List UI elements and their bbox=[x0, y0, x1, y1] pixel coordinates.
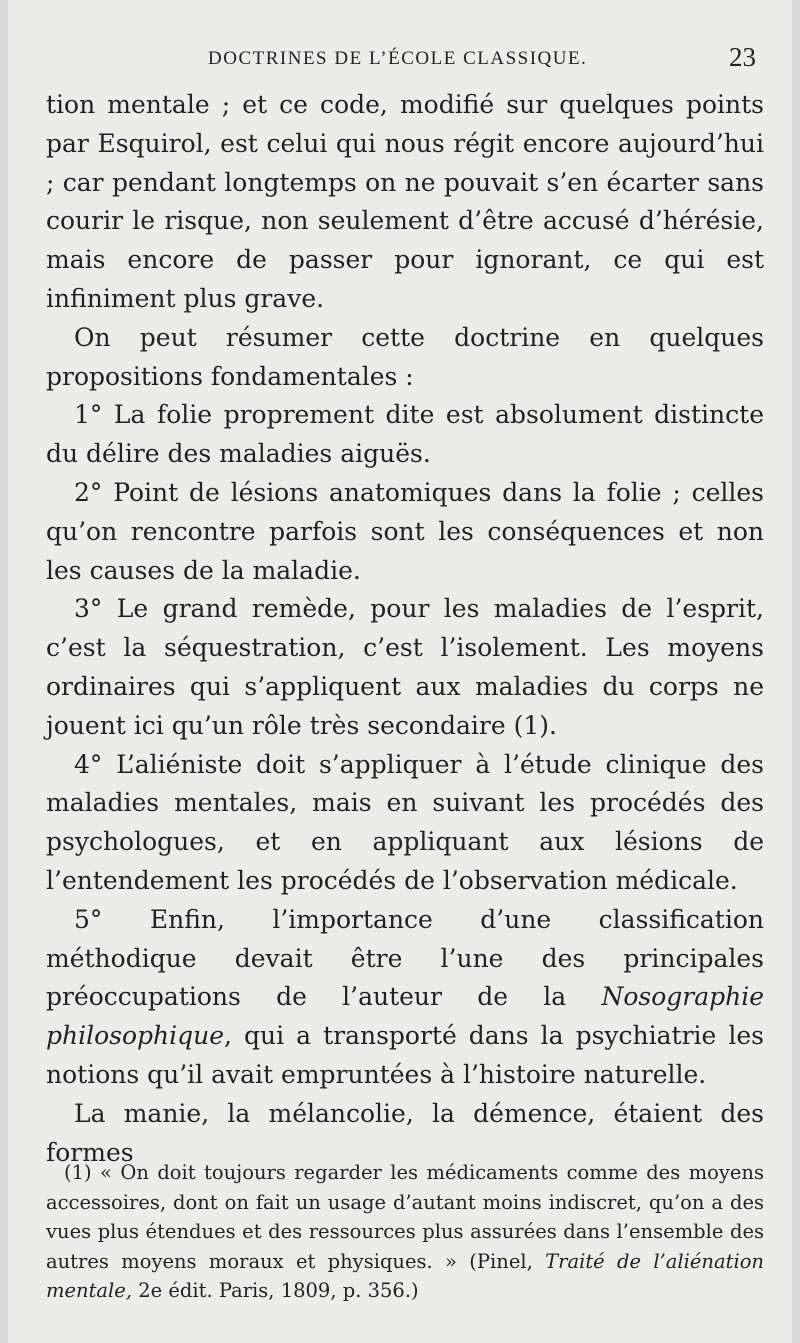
page-header bbox=[8, 40, 792, 80]
footnotes bbox=[46, 1158, 764, 1306]
paragraph: On peut résumer cette doctrine en quelques propositions fondamentales : bbox=[46, 322, 764, 391]
cited-work-title: Traité de l’aliénation mentale, bbox=[46, 1249, 764, 1302]
paragraph: 2° Point de lésions anatomiques dans la folie ; celles qu’on rencontre parfois sont les conséquences et non les causes de la maladie. bbox=[46, 477, 764, 585]
paragraph bbox=[46, 901, 764, 1095]
footnote-text: 2e édit. Paris, 1809, p. 356.) bbox=[132, 1279, 419, 1302]
paragraph: 4° L’aliéniste doit s’appliquer à l’étude clinique des maladies mentales, mais en suivant les procédés des psychologues, et en appliquant aux lésions de l’entendement les procédés de l’observation médicale. bbox=[46, 749, 764, 895]
paragraph-text: , qui a transporté dans la psychiatrie les notions qu’il avait empruntées à l’histoire naturelle. bbox=[46, 1021, 764, 1089]
running-head: DOCTRINES DE L’ÉCOLE CLASSIQUE. bbox=[208, 48, 588, 69]
paragraph: 1° La folie proprement dite est absolument distincte du délire des maladies aiguës. bbox=[46, 400, 764, 469]
main-text bbox=[46, 86, 764, 1172]
book-title: Nosographie philosophique bbox=[46, 982, 764, 1051]
book-page bbox=[8, 0, 792, 1343]
paragraph-text: 5° Enfin, l’importance d’une classification méthodique devait être l’une des principales préoccupations de l’auteur de la bbox=[46, 904, 764, 1012]
footnote-text: (1) « On doit toujours regarder les médicaments comme des moyens accessoires, dont on fait un usage d’autant moins indiscret, qu’on a des vues plus étendues et des ressources plus assurées dans l’ensemble des autres moyens moraux et physiques. » (Pinel, bbox=[46, 1161, 764, 1273]
paragraph: 3° Le grand remède, pour les maladies de l’esprit, c’est la séquestration, c’est l’isolement. Les moyens ordinaires qui s’appliquent aux maladies du corps ne jouent ici qu’un rôle très secondaire (1). bbox=[46, 594, 764, 740]
page-number: 23 bbox=[729, 42, 756, 72]
paragraph: tion mentale ; et ce code, modifié sur quelques points par Esquirol, est celui qui nous régit encore aujourd’hui ; car pendant longtemps on ne pouvait s’en écarter sans courir le risque, non seulement d’être accusé d’hérésie, mais encore de passer pour ignorant, ce qui est infiniment plus grave. bbox=[46, 90, 764, 313]
paragraph: La manie, la mélancolie, la démence, étaient des formes bbox=[46, 1098, 764, 1167]
footnote bbox=[46, 1158, 764, 1306]
